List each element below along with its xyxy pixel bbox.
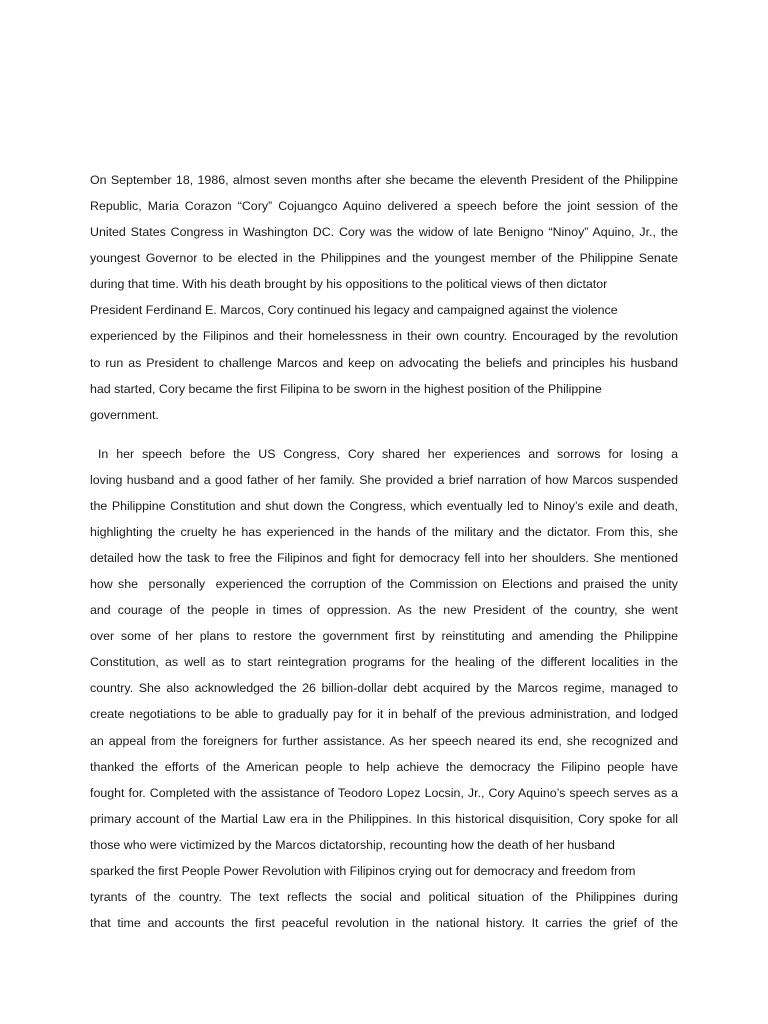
- paragraph-2-line-2: loving husband and a good father of her family. She provided a brief narration of how Marcos suspended: [90, 473, 678, 487]
- paragraph-2-line-14: fought for. Completed with the assistance of Teodoro Lopez Locsin, Jr., Cory Aquino’s speech serves as a: [90, 786, 678, 800]
- paragraph-1-line-1: On September 18, 1986, almost seven months after she became the eleventh President of the Philippine: [90, 173, 678, 187]
- paragraph-1-line-4: youngest Governor to be elected in the Philippines and the youngest member of the Philippine Senate: [90, 251, 678, 265]
- paragraph-2-line-12: an appeal from the foreigners for further assistance. As her speech neared its end, she recognized and: [90, 734, 678, 748]
- paragraph-1-line-6: President Ferdinand E. Marcos, Cory continued his legacy and campaigned against the violence: [90, 303, 618, 317]
- paragraph-1-line-2: Republic, Maria Corazon “Cory” Cojuangco Aquino delivered a speech before the joint session of the: [90, 199, 678, 213]
- paragraph-2-line-6: how she personally experienced the corruption of the Commission on Elections and praised the unity: [90, 577, 678, 591]
- paragraph-2-line-16: those who were victimized by the Marcos dictatorship, recounting how the death of her husband: [90, 838, 615, 852]
- paragraph-1-line-9: had started, Cory became the first Filipina to be sworn in the highest position of the Philippine: [90, 382, 602, 396]
- paragraph-2-line-10: country. She also acknowledged the 26 billion-dollar debt acquired by the Marcos regime, managed to: [90, 681, 678, 695]
- paragraph-1-line-8: to run as President to challenge Marcos and keep on advocating the beliefs and principles his husband: [90, 356, 678, 370]
- paragraph-1-line-10: government.: [90, 408, 159, 422]
- paragraph-2-line-5: detailed how the task to free the Filipinos and fight for democracy fell into her shoulders. She mentioned: [90, 551, 678, 565]
- paragraph-2-line-17: sparked the first People Power Revolution with Filipinos crying out for democracy and freedom from: [90, 864, 636, 878]
- paragraph-2-line-19: that time and accounts the first peaceful revolution in the national history. It carries the grief of the: [90, 916, 678, 930]
- paragraph-2-line-4: highlighting the cruelty he has experienced in the hands of the military and the dictator. From this, she: [90, 525, 678, 539]
- paragraph-1-line-3: United States Congress in Washington DC. Cory was the widow of late Benigno “Ninoy” Aquino, Jr., the: [90, 225, 678, 239]
- paragraph-2-line-9: Constitution, as well as to start reintegration programs for the healing of the different localities in the: [90, 655, 678, 669]
- paragraph-2-line-8: over some of her plans to restore the government first by reinstituting and amending the Philippine: [90, 629, 678, 643]
- paragraph-2-line-18: tyrants of the country. The text reflects the social and political situation of the Philippines during: [90, 890, 678, 904]
- paragraph-2-line-1: In her speech before the US Congress, Cory shared her experiences and sorrows for losing a: [90, 447, 678, 461]
- paragraph-2-line-15: primary account of the Martial Law era in the Philippines. In this historical disquisition, Cory spoke for all: [90, 812, 678, 826]
- paragraph-2-line-3: the Philippine Constitution and shut down the Congress, which eventually led to Ninoy’s exile and death,: [90, 499, 678, 513]
- paragraph-2-line-13: thanked the efforts of the American people to help achieve the democracy the Filipino people have: [90, 760, 678, 774]
- paragraph-1-line-7: experienced by the Filipinos and their homelessness in their own country. Encouraged by the revolution: [90, 329, 678, 343]
- paragraph-2-line-11: create negotiations to be able to gradually pay for it in behalf of the previous administration, and lodged: [90, 707, 678, 721]
- paragraph-1-line-5: during that time. With his death brought by his oppositions to the political views of then dictator: [90, 277, 608, 291]
- paragraph-2-line-7: and courage of the people in times of oppression. As the new President of the country, she went: [90, 603, 678, 617]
